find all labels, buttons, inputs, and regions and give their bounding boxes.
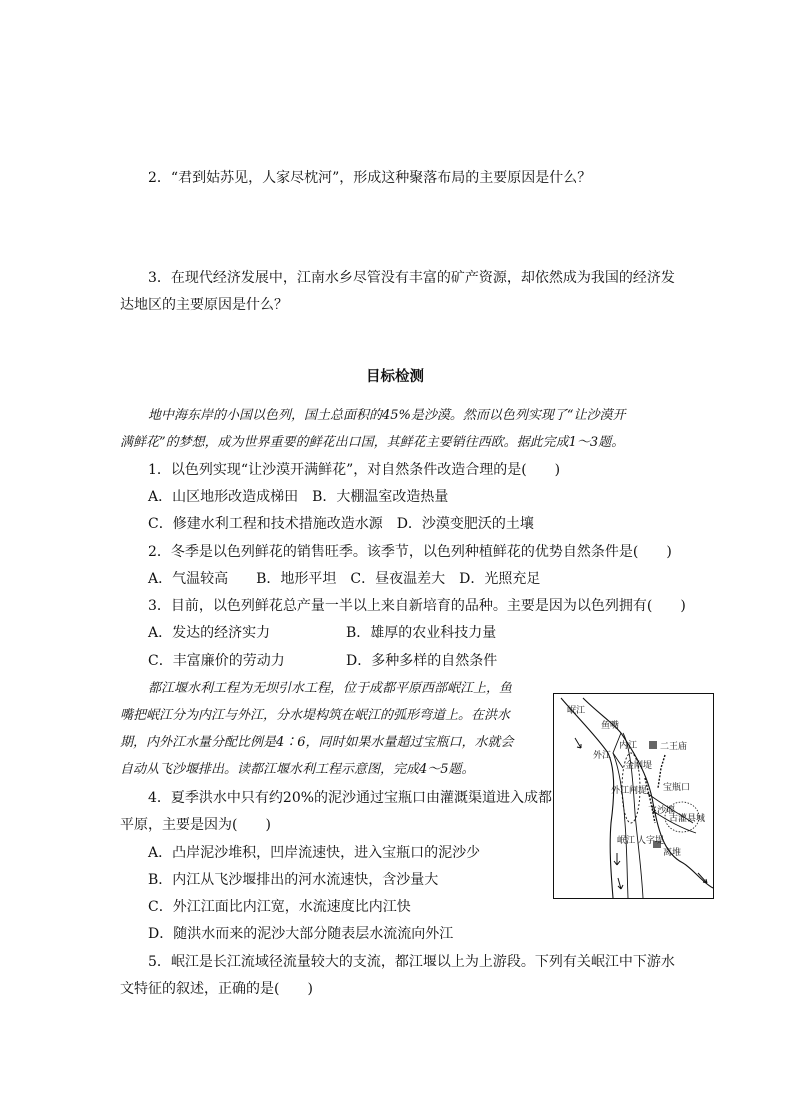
label-lidui: 离堆 [663,848,682,858]
q3-option-a: A．发达的经济实力 [148,625,271,641]
label-guancheng: 古灌县城 [669,814,706,824]
label-jingang: 金刚堤 [625,761,653,771]
label-feishayan: 飞沙堰 [648,806,676,816]
label-renzi: 人字堤 [637,836,665,846]
passage2-line4: 自动从飞沙堰排出。读都江堰水利工程示意图，完成4～5题。 [120,762,475,777]
label-minjiang-top: 岷江 [567,706,586,716]
q1-options-cd: C．修建水利工程和技术措施改造水源 D．沙漠变肥沃的土壤 [148,516,534,532]
passage2-line1: 都江堰水利工程为无坝引水工程，位于成都平原西部岷江上，鱼 [148,681,513,696]
q3-option-b: B．雄厚的农业科技力量 [346,625,497,641]
q3-option-c: C．丰富廉价的劳动力 [148,653,285,669]
q5-stem-line2: 文特征的叙述，正确的是( ) [120,981,313,997]
question-3-line1: 3．在现代经济发展中，江南水乡尽管没有丰富的矿产资源，却依然成为我国的经济发 [148,270,675,286]
label-waijiang: 外江 [593,751,612,761]
passage2-line2: 嘴把岷江分为内江与外江，分水堤构筑在岷江的弧形弯道上。在洪水 [120,708,511,723]
q2-stem: 2．冬季是以色列鲜花的销售旺季。该季节，以色列种植鲜花的优势自然条件是( ) [148,544,672,560]
q4-stem-line2: 平原，主要是因为( ) [120,817,271,833]
label-outer-dike: 外江闸堤 [611,786,648,796]
passage1-line1: 地中海东岸的小国以色列，国土总面积的45%是沙漠。然而以色列实现了“让沙漠开 [148,408,626,423]
q4-option-a: A．凸岸泥沙堆积，凹岸流速快，进入宝瓶口的泥沙少 [148,845,481,861]
label-yuzui: 鱼嘴 [601,721,620,731]
label-erwangmiao: 二王庙 [660,742,688,752]
label-minjiang-bottom: 岷江 [617,836,636,846]
label-neijiang: 内江 [619,741,638,751]
q4-stem-line1: 4．夏季洪水中只有约20%的泥沙通过宝瓶口由灌溉渠道进入成都 [148,790,553,806]
erwang-temple-icon [649,741,657,749]
q5-stem-line1: 5．岷江是长江流域径流量较大的支流，都江堰以上为上游段。下列有关岷江中下游水 [148,954,675,970]
question-2-top: 2．“君到姑苏见，人家尽枕河”，形成这种聚落布局的主要原因是什么？ [148,170,592,186]
passage1-line2: 满鲜花”的梦想，成为世界重要的鲜花出口国，其鲜花主要销往西欧。据此完成1～3题。 [120,435,625,450]
q1-stem: 1．以色列实现“让沙漠开满鲜花”，对自然条件改造合理的是( ) [148,462,561,478]
question-3-line2: 达地区的主要原因是什么？ [120,297,288,313]
label-baopingkou: 宝瓶口 [663,783,691,793]
q2-options: A．气温较高 B．地形平坦 C．昼夜温差大 D．光照充足 [148,571,541,587]
q3-stem: 3．目前，以色列鲜花总产量一半以上来自新培育的品种。主要是因为以色列拥有( ) [148,598,686,614]
dujiangyan-map [553,693,714,899]
q3-option-d: D．多种多样的自然条件 [346,653,498,669]
q4-option-c: C．外江江面比内江宽，水流速度比内江快 [148,899,411,915]
section-title: 目标检测 [366,369,424,385]
q1-options-ab: A．山区地形改造成梯田 B．大棚温室改造热量 [148,489,449,505]
q4-option-d: D．随洪水而来的泥沙大部分随表层水流流向外江 [148,926,454,942]
passage2-line3: 期，内外江水量分配比例是4∶6，同时如果水量超过宝瓶口，水就会 [120,735,514,750]
q4-option-b: B．内江从飞沙堰排出的河水流速快，含沙量大 [148,872,439,888]
